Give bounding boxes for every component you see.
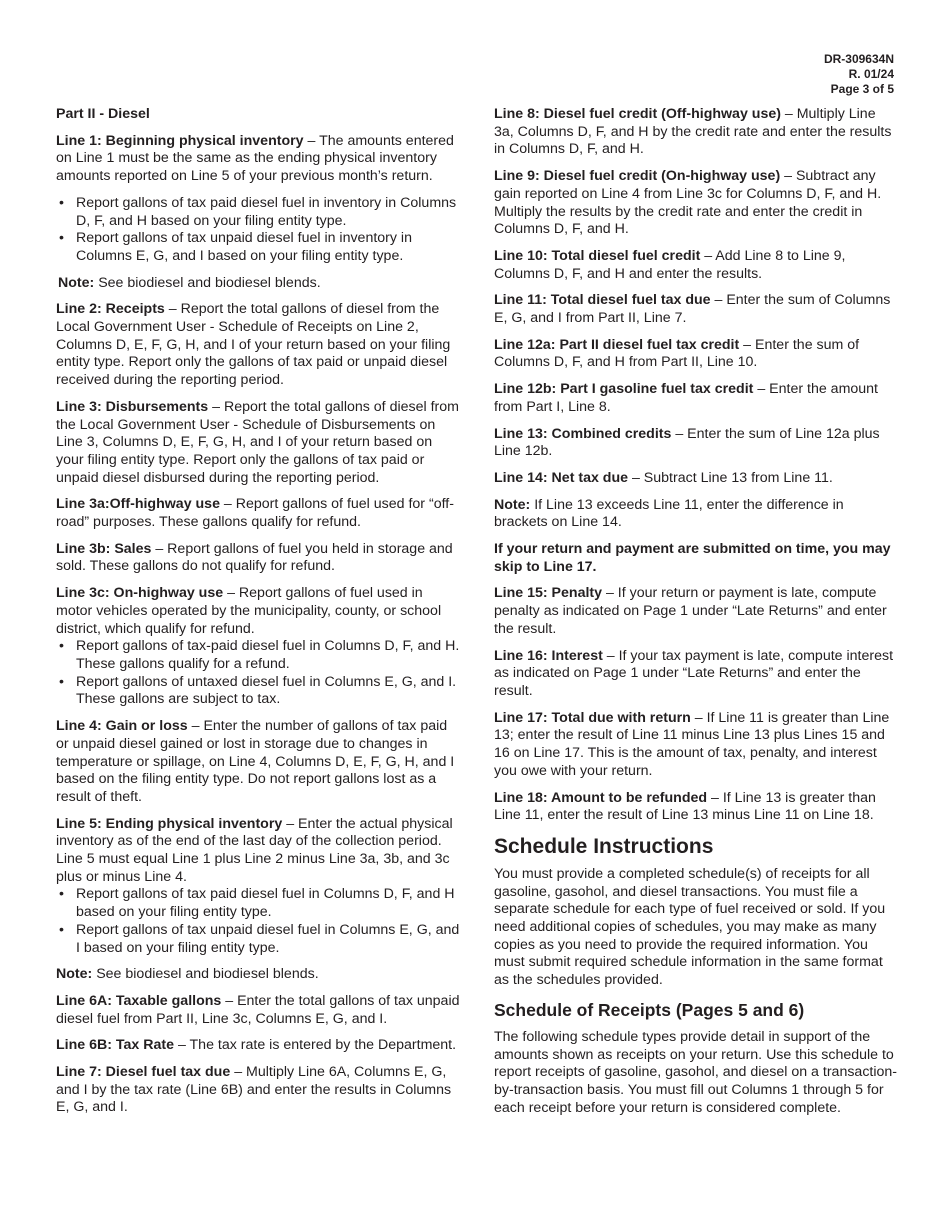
note: Note: See biodiesel and biodiesel blends.: [58, 274, 321, 291]
line-11-instruction: Line 11: Total diesel fuel tax due – Enter the sum of Columns E, G, and I from Part II, Line 7.: [494, 292, 891, 327]
schedule-of-receipts-text: The following schedule types provide detail in support of the amounts shown as receipts on your return. Use this schedule to report receipts of gasoline, gasohol, and diesel on a transaction-by-transaction basis. You must fill out Columns 1 through 5 for each receipt before your return is considered complete.: [494, 1028, 898, 1116]
right-column: [494, 106, 898, 1126]
note: Note: If Line 13 exceeds Line 11, enter the difference in brackets on Line 14.: [494, 496, 844, 531]
line-13-instruction: Line 13: Combined credits – Enter the sum of Line 12a plus Line 12b.: [494, 425, 880, 460]
line-3-instruction: Line 3: Disbursements – Report the total gallons of diesel from the Local Government User - Schedule of Disbursements on Line 3, Columns D, E, F, G, H, and I of your return based on your filing entity type. Report only the gallons of tax paid or unpaid diesel disbursed during the reporting period.: [56, 398, 459, 486]
left-column: [56, 106, 460, 1126]
schedule-instructions-heading: Schedule Instructions: [494, 834, 714, 858]
on-time-notice: If your return and payment are submitted on time, you may skip to Line 17.: [494, 541, 891, 575]
list-item: • Report gallons of tax paid diesel fuel in Columns D, F, and H based on your filing entity type.: [56, 886, 460, 921]
line-3c-bullets: [56, 638, 460, 709]
line-16-instruction: Line 16: Interest – If your tax payment is late, compute interest as indicated on Page 1 under “Late Returns” and enter the result.: [494, 647, 894, 699]
line-12a-instruction: Line 12a: Part II diesel fuel tax credit – Enter the sum of Columns D, F, and H from Part II, Line 10.: [494, 336, 860, 371]
line-14-instruction: Line 14: Net tax due – Subtract Line 13 from Line 11.: [494, 469, 833, 486]
line-3a-instruction: Line 3a:Off-highway use – Report gallons of fuel used for “off-road” purposes. These gallons qualify for refund.: [56, 496, 454, 531]
list-item: • Report gallons of tax-paid diesel fuel in Columns D, F, and H. These gallons qualify for a refund.: [56, 638, 460, 673]
line-17-instruction: Line 17: Total due with return – If Line 11 is greater than Line 13; enter the result of Line 11 minus Line 13 plus Lines 15 and 16 on Line 17. This is the amount of tax, penalty, and interest you owe with your return.: [494, 709, 890, 779]
line-5-bullets: [56, 886, 460, 957]
line-12b-instruction: Line 12b: Part I gasoline fuel tax credit – Enter the amount from Part I, Line 8.: [494, 381, 879, 415]
form-number: DR-309634N: [823, 52, 894, 66]
schedule-of-receipts-heading: Schedule of Receipts (Pages 5 and 6): [494, 999, 805, 1020]
line-3c-instruction: Line 3c: On-highway use – Report gallons of fuel used in motor vehicles operated by the municipality, county, or school district, which qualify for refund.: [56, 585, 442, 637]
list-item: • Report gallons of tax unpaid diesel fuel in Columns E, G, and I based on your filing entity type.: [56, 922, 460, 957]
schedule-instructions-text: You must provide a completed schedule(s) of receipts for all gasoline, gasohol, and diesel transactions. You must file a separate schedule for each type of fuel received or sold. If you need additional copies of schedules, you may make as many copies as you need to provide the required information. You must submit required schedule information in the same format as the schedules provided.: [494, 865, 886, 989]
form-revision: R. 01/24: [848, 67, 894, 81]
list-item: • Report gallons of tax unpaid diesel fuel in inventory in Columns E, G, and I based on your filing entity type.: [56, 230, 460, 265]
line-6a-instruction: Line 6A: Taxable gallons – Enter the total gallons of tax unpaid diesel fuel from Part II, Line 3c, Columns E, G, and I.: [56, 992, 460, 1027]
line-10-instruction: Line 10: Total diesel fuel credit – Add Line 8 to Line 9, Columns D, F, and H and enter the results.: [494, 247, 846, 282]
line-18-instruction: Line 18: Amount to be refunded – If Line 13 is greater than Line 11, enter the result of Line 13 minus Line 11 on Line 18.: [494, 789, 876, 824]
list-item: • Report gallons of tax paid diesel fuel in inventory in Columns D, F, and H based on your filing entity type.: [56, 195, 460, 230]
line-1-instruction: Line 1: Beginning physical inventory – The amounts entered on Line 1 must be the same as the ending physical inventory amounts reported on Line 5 of your previous month’s return.: [56, 132, 454, 185]
line-3b-instruction: Line 3b: Sales – Report gallons of fuel you held in storage and sold. These gallons do not qualify for refund.: [56, 540, 453, 575]
line-8-instruction: Line 8: Diesel fuel credit (Off-highway use) – Multiply Line 3a, Columns D, F, and H by the credit rate and enter the results in Columns D, F, and H.: [494, 106, 892, 158]
list-item: • Report gallons of untaxed diesel fuel in Columns E, G, and I. These gallons are subject to tax.: [56, 674, 460, 709]
part-title: Part II - Diesel: [56, 106, 150, 122]
line-7-instruction: Line 7: Diesel fuel tax due – Multiply Line 6A, Columns E, G, and I by the tax rate (Line 6B) and enter the results in Columns E, G, and I.: [56, 1064, 452, 1116]
line-9-instruction: Line 9: Diesel fuel credit (On-highway use) – Subtract any gain reported on Line 4 from Line 3c for Columns D, F, and H. Multiply the results by the credit rate and enter the credit in Columns D, F, and H.: [494, 168, 882, 238]
line-4-instruction: Line 4: Gain or loss – Enter the number of gallons of tax paid or unpaid diesel gained or lost in storage due to changes in temperature or spillage, on Line 4, Columns D, E, F, G, H, and I based on the filing entity type. Do not report gallons lost as a result of theft.: [56, 718, 455, 805]
line-5-instruction: Line 5: Ending physical inventory – Enter the actual physical inventory as of the end of the last day of the collection period. Line 5 must equal Line 1 plus Line 2 minus Line 3a, 3b, and 3c plus or minus Line 4.: [56, 815, 453, 885]
line-1-bullets: [56, 195, 460, 266]
line-6b-instruction: Line 6B: Tax Rate – The tax rate is entered by the Department.: [56, 1037, 457, 1054]
page-number: Page 3 of 5: [830, 82, 894, 96]
form-header: [824, 52, 894, 97]
note: Note: See biodiesel and biodiesel blends.: [56, 966, 319, 983]
line-2-instruction: Line 2: Receipts – Report the total gallons of diesel from the Local Government User - Schedule of Receipts on Line 2, Columns D, E, F, G, H, and I of your return based on your filing entity type. Report only the gallons of tax paid or unpaid diesel received during the reporting period.: [56, 301, 451, 389]
line-15-instruction: Line 15: Penalty – If your return or payment is late, compute penalty as indicated on Page 1 under “Late Returns” and enter the result.: [494, 585, 887, 637]
